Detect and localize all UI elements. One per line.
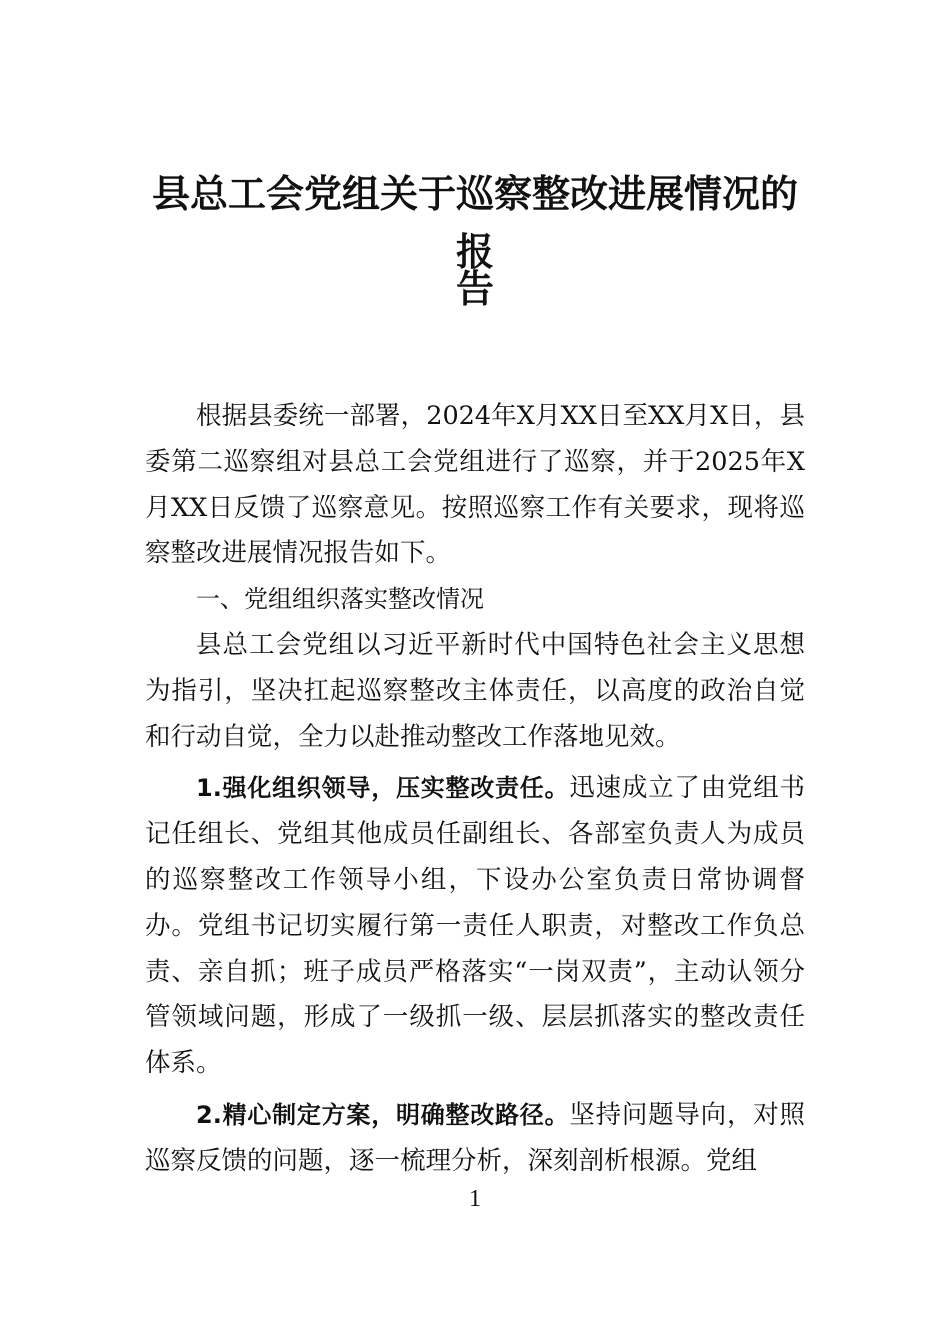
section-heading-1: 一、党组组织落实整改情况 [196, 585, 484, 614]
paragraph-text: 根据县委统一部署，2024年X月XX日至XX月X日，县委第二巡察组对县总工会党组进行了巡察，并于2025年X月XX日反馈了巡察意见。按照巡察工作有关要求，现将巡察整改进展情况报告如下。 [145, 401, 805, 569]
paragraph-item-2 [145, 1093, 805, 1185]
paragraph-section-1-intro [145, 623, 805, 760]
document-body [145, 394, 805, 1185]
item-lead-bold: 1.强化组织领导，压实整改责任。 [196, 774, 570, 803]
document-title-line-2: 告 [455, 266, 494, 311]
paragraph-text: 迅速成立了由党组书记任组长、党组其他成员任副组长、各部室负责人为成员的巡察整改工作领导小组，下设办公室负责日常协调督办。党组书记切实履行第一责任人职责，对整改工作负总责、亲自抓；班子成员严格落实“一岗双责”，主动认领分管领域问题，形成了一级抓一级、层层抓落实的整改责任体系。 [145, 773, 805, 1079]
paragraph-text: 坚持问题导向，对照巡察反馈的问题，逐一梳理分析，深刻剖析根源。党组 [145, 1099, 805, 1176]
paragraph-item-1 [145, 766, 805, 1087]
page-number: 1 [469, 1186, 481, 1212]
document-title-line-1: 县总工会党组关于巡察整改进展情况的报 [151, 171, 798, 274]
paragraph-text: 县总工会党组以习近平新时代中国特色社会主义思想为指引，坚决扛起巡察整改主体责任，以高度的政治自觉和行动自觉，全力以赴推动整改工作落地见效。 [145, 629, 805, 752]
paragraph-intro [145, 394, 805, 577]
item-lead-bold: 2.精心制定方案，明确整改路径。 [196, 1100, 570, 1129]
